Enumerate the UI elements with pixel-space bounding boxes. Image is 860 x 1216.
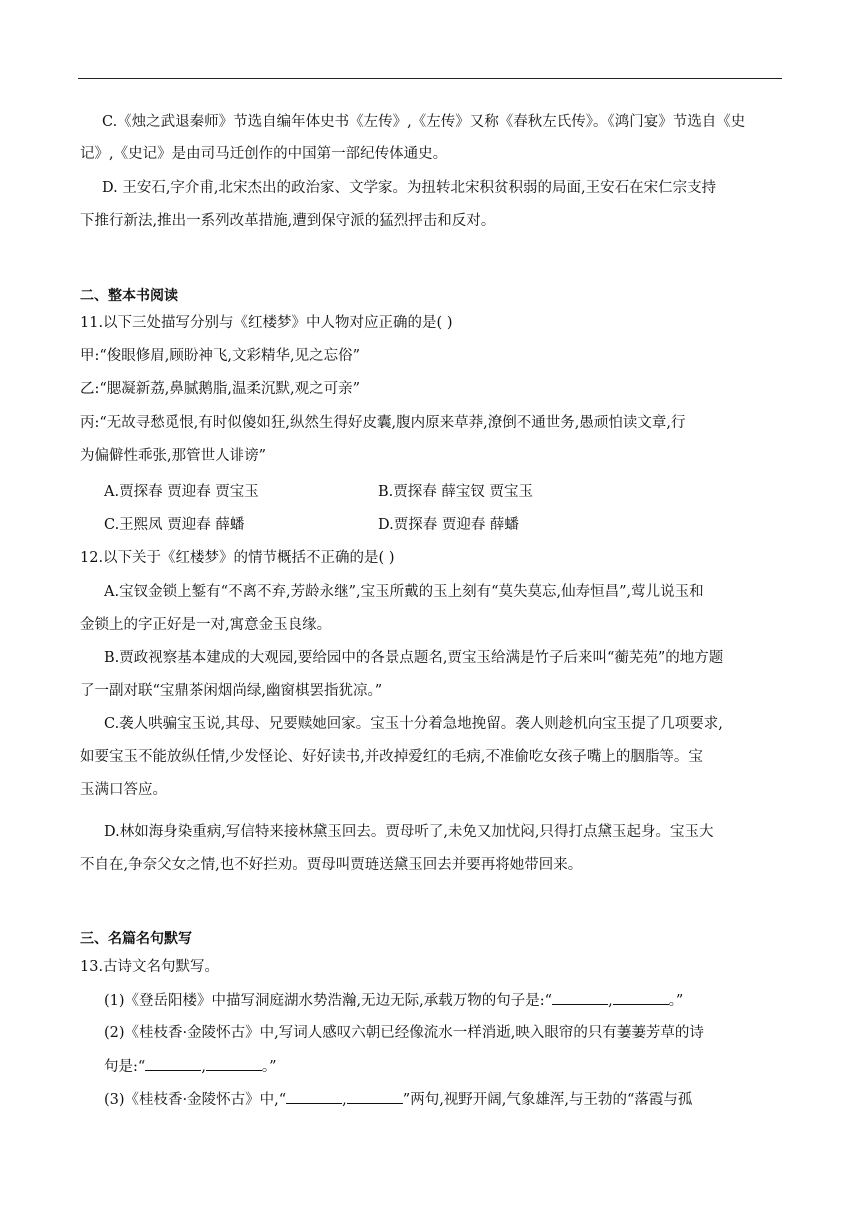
answer-blank[interactable]: [552, 990, 608, 1005]
closing-quote: 。”: [668, 993, 684, 1009]
q10-option-d-line1: D. 王安石,字介甫,北宋杰出的政治家、文学家。为扭转北宋积贫积弱的局面,王安石在宋仁宗支持: [102, 180, 717, 196]
closing-quote: 。”: [261, 1059, 277, 1075]
q12-option-c-line2: 如要宝玉不能放纵任情,少发怪论、好好读书,并改掉爱红的毛病,不准偷吃女孩子嘴上的胭脂等。宝: [80, 749, 703, 765]
q13-stem: 13.古诗文名句默写。: [80, 959, 220, 975]
q11-option-b[interactable]: B.贾探春 薛宝钗 贾宝玉: [378, 484, 533, 500]
answer-blank[interactable]: [347, 1089, 403, 1104]
q13-part2-prompt: 句是:“: [104, 1059, 146, 1075]
q12-option-d-line2: 不自在,争奈父女之情,也不好拦劝。贾母叫贾琏送黛玉回去并要再将她带回来。: [80, 857, 583, 873]
q11-quote-bing-line1: 丙:“无故寻愁觅恨,有时似傻如狂,纵然生得好皮囊,腹内原来草莽,潦倒不通世务,愚顽怕读文章,行: [80, 415, 686, 431]
q11-quote-bing-line2: 为偏僻性乖张,那管世人诽谤”: [80, 448, 267, 464]
q13-part1: [104, 990, 683, 1011]
q12-option-a-line2: 金锁上的字正好是一对,寓意金玉良缘。: [80, 617, 332, 633]
q10-option-c-line2: 记》,《史记》是由司马迁创作的中国第一部纪传体通史。: [80, 146, 448, 162]
q13-part2-line2: [104, 1056, 277, 1077]
q12-option-a-line1[interactable]: A.宝钗金锁上錾有“不离不弃,芳龄永继”,宝玉所戴的玉上刻有“莫失莫忘,仙寿恒昌”,莺儿说玉和: [104, 584, 704, 600]
section-heading-reading: 二、整本书阅读: [80, 288, 178, 304]
q12-option-c-line3: 玉满口答应。: [80, 782, 167, 798]
q12-option-b-line2: 了一副对联“宝鼎茶闲烟尚绿,幽窗棋罢指犹凉。”: [80, 683, 383, 699]
q11-quote-jia: 甲:“俊眼修眉,顾盼神飞,文彩精华,见之忘俗”: [80, 348, 361, 364]
q13-part3-prompt: (3)《桂枝香·金陵怀古》中,“: [104, 1092, 287, 1108]
q10-option-c-line1: C.《烛之武退秦师》节选自编年体史书《左传》,《左传》又称《春秋左氏传》。《鸿门宴》节选自《史: [102, 114, 746, 130]
q13-part3-continuation: ”两句,视野开阔,气象雄浑,与王勃的“落霞与孤: [402, 1092, 693, 1108]
separator: ,: [342, 1092, 347, 1108]
section-heading-recitation: 三、名篇名句默写: [80, 931, 192, 947]
q12-option-b-line1[interactable]: B.贾政视察基本建成的大观园,要给园中的各景点题名,贾宝玉给满是竹子后来叫“蘅芜苑”的地方题: [104, 650, 724, 666]
answer-blank[interactable]: [206, 1056, 262, 1071]
q11-quote-yi: 乙:“腮凝新荔,鼻腻鹅脂,温柔沉默,观之可亲”: [80, 381, 361, 397]
q13-part1-prompt: (1)《登岳阳楼》中描写洞庭湖水势浩瀚,无边无际,承载万物的句子是:“: [104, 993, 553, 1009]
header-rule: [78, 78, 782, 79]
q11-stem: 11.以下三处描写分别与《红楼梦》中人物对应正确的是( ): [80, 315, 453, 331]
answer-blank[interactable]: [613, 990, 669, 1005]
q11-option-d[interactable]: D.贾探春 贾迎春 薛蟠: [378, 517, 519, 533]
answer-blank[interactable]: [145, 1056, 201, 1071]
separator: ,: [608, 993, 613, 1009]
q13-part3: [104, 1089, 692, 1110]
q13-part2-line1: (2)《桂枝香·金陵怀古》中,写词人感叹六朝已经像流水一样消逝,映入眼帘的只有萋萋芳草的诗: [104, 1025, 704, 1041]
q10-option-d-line2: 下推行新法,推出一系列改革措施,遭到保守派的猛烈抨击和反对。: [80, 213, 496, 229]
q12-option-c-line1[interactable]: C.袭人哄骗宝玉说,其母、兄要赎她回家。宝玉十分着急地挽留。袭人则趁机向宝玉提了几项要求,: [104, 716, 723, 732]
q12-option-d-line1[interactable]: D.林如海身染重病,写信特来接林黛玉回去。贾母听了,未免又加忧闷,只得打点黛玉起身。宝玉大: [104, 824, 714, 840]
q12-stem: 12.以下关于《红楼梦》的情节概括不正确的是( ): [80, 550, 395, 566]
answer-blank[interactable]: [286, 1089, 342, 1104]
q11-option-c[interactable]: C.王熙凤 贾迎春 薛蟠: [104, 517, 245, 533]
separator: ,: [201, 1059, 206, 1075]
q11-option-a[interactable]: A.贾探春 贾迎春 贾宝玉: [104, 484, 259, 500]
